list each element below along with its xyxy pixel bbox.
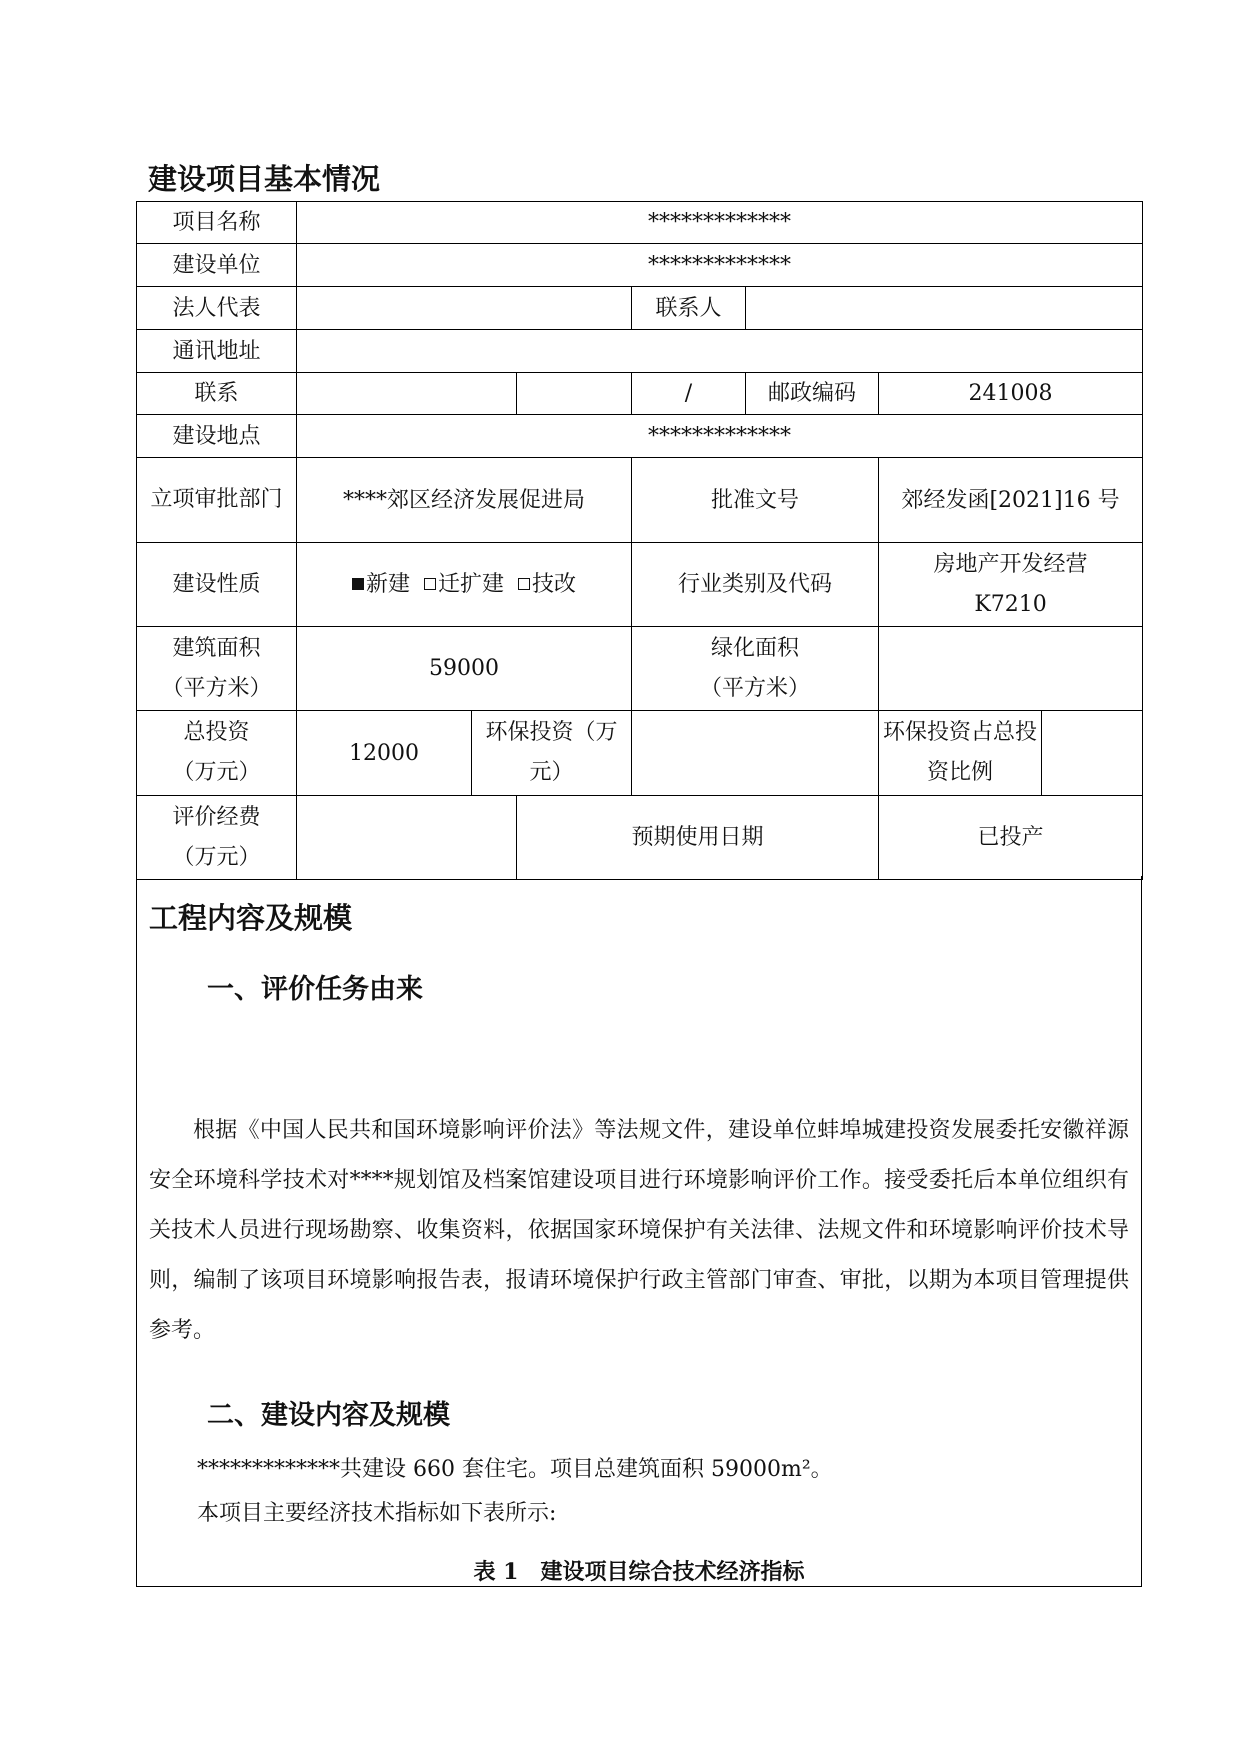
industry-value-name: 房地产开发经营 xyxy=(933,551,1088,577)
eval-fee-label xyxy=(137,796,297,880)
eval-fee-label-line1: 评价经费 xyxy=(172,804,261,830)
section2-heading: 二、建设内容及规模 xyxy=(207,1400,450,1431)
contact-person-label: 联系人 xyxy=(632,287,746,330)
postcode-value: 241008 xyxy=(879,373,1143,415)
legal-rep-label: 法人代表 xyxy=(137,287,297,330)
total-invest-label-line2: （万元） xyxy=(172,760,261,785)
total-invest-label-line1: 总投资 xyxy=(183,720,250,745)
total-invest-value: 12000 xyxy=(297,711,472,796)
expected-date-label: 预期使用日期 xyxy=(517,796,879,880)
eval-fee-value xyxy=(297,796,517,880)
content-title: 工程内容及规模 xyxy=(149,901,353,935)
expected-date-value: 已投产 xyxy=(879,796,1143,880)
address-label: 通讯地址 xyxy=(137,330,297,373)
legal-rep-value xyxy=(297,287,632,330)
table-caption: 表 1 建设项目综合技术经济指标 xyxy=(473,1559,805,1585)
page-title: 建设项目基本情况 xyxy=(148,162,381,196)
industry-value-code: K7210 xyxy=(974,591,1047,617)
floor-area-value: 59000 xyxy=(297,627,632,711)
floor-area-label xyxy=(137,627,297,711)
contact-value-1 xyxy=(297,373,517,415)
approval-no-label: 批准文号 xyxy=(632,458,879,543)
section2-line2: 本项目主要经济技术指标如下表所示: xyxy=(197,1501,557,1526)
checked-box-icon xyxy=(352,578,364,590)
section1-paragraph: 根据《中国人民共和国环境影响评价法》等法规文件，建设单位蚌埠城建投资发展委托安徽祥源安全环境科学技术对****规划馆及档案馆建设项目进行环境影响评价工作。接受委托后本单位组织有关技术人员进行现场勘察、收集资料，依据国家环境保护有关法律、法规文件和环境影响评价技术导则，编制了该项目环境影响报告表，报请环境保护行政主管部门审查、审批，以期为本项目管理提供参考。 xyxy=(149,1118,1129,1343)
industry-label: 行业类别及代码 xyxy=(632,543,879,627)
nature-option-expand: 迁扩建 xyxy=(437,572,504,597)
green-area-label-line1: 绿化面积 xyxy=(710,635,799,661)
floor-area-label-line1: 建筑面积 xyxy=(172,635,261,661)
builder-value: ************* xyxy=(297,244,1143,287)
section1-heading: 一、评价任务由来 xyxy=(207,974,423,1005)
nature-option-new: 新建 xyxy=(365,572,410,597)
env-invest-value xyxy=(632,711,879,796)
eval-fee-label-line2: （万元） xyxy=(172,844,261,870)
nature-option-renovate: 技改 xyxy=(532,572,577,597)
unchecked-box-icon xyxy=(424,578,436,590)
contact-value-3: / xyxy=(632,373,746,415)
green-area-label-line2: （平方米） xyxy=(699,675,810,701)
industry-value xyxy=(879,543,1143,627)
site-value: ************* xyxy=(297,415,1143,458)
postcode-label: 邮政编码 xyxy=(746,373,879,415)
approval-dept-label: 立项审批部门 xyxy=(137,458,297,543)
nature-options xyxy=(297,543,632,627)
approval-dept-value: ****郊区经济发展促进局 xyxy=(297,458,632,543)
nature-label: 建设性质 xyxy=(137,543,297,627)
section2-line1: *************共建设 660 套住宅。项目总建筑面积 59000m²。 xyxy=(197,1457,833,1482)
contact-person-value xyxy=(746,287,1143,330)
approval-no-value: 郊经发函[2021]16 号 xyxy=(879,458,1143,543)
project-name-value: ************* xyxy=(297,202,1143,244)
env-invest-label: 环保投资（万元） xyxy=(472,711,632,796)
contact-label: 联系 xyxy=(137,373,297,415)
site-label: 建设地点 xyxy=(137,415,297,458)
total-invest-label xyxy=(137,711,297,796)
builder-label: 建设单位 xyxy=(137,244,297,287)
green-area-label xyxy=(632,627,879,711)
env-ratio-label: 环保投资占总投资比例 xyxy=(879,711,1042,796)
contact-value-2 xyxy=(517,373,632,415)
project-name-label: 项目名称 xyxy=(137,202,297,244)
floor-area-label-line2: （平方米） xyxy=(161,675,272,701)
green-area-value xyxy=(879,627,1143,711)
env-ratio-value xyxy=(1042,711,1143,796)
unchecked-box-icon xyxy=(518,578,530,590)
project-info-table xyxy=(136,201,1143,880)
project-content-section xyxy=(136,876,1142,1587)
address-value xyxy=(297,330,1143,373)
